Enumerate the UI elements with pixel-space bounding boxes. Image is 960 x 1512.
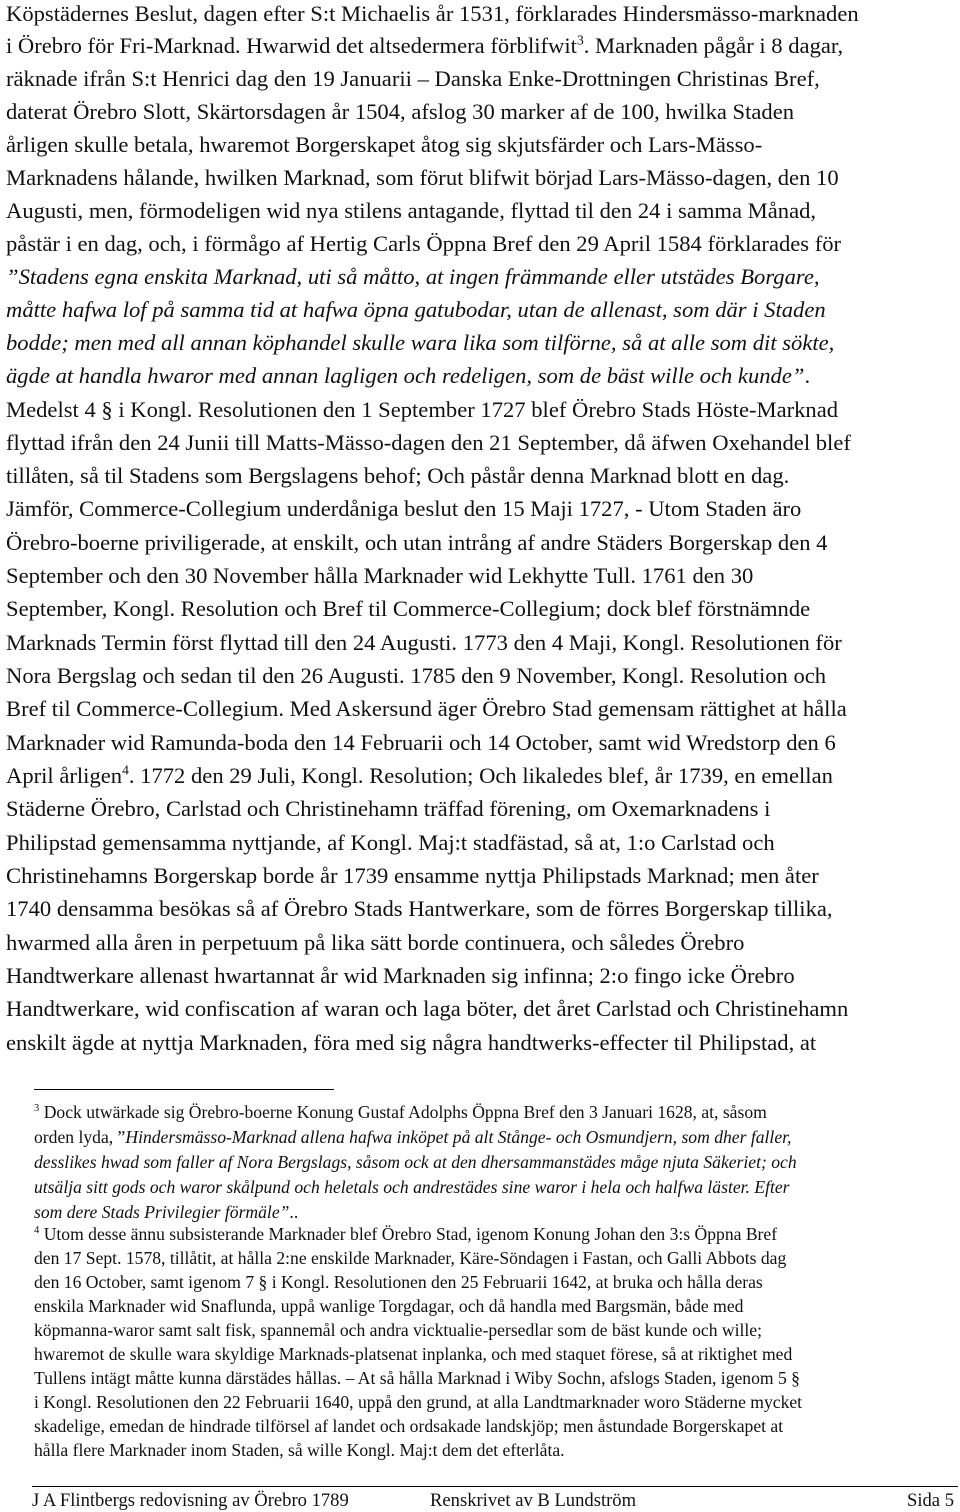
- body-line: Städerne Örebro, Carlstad och Christinehamn träffad förening, om Oxemarknadens i: [6, 796, 771, 821]
- body-line: Bref til Commerce-Collegium. Med Askersund äger Örebro Stad gemensam rättighet at hålla: [6, 696, 847, 721]
- body-line-tail: . 1772 den 29 Juli, Kongl. Resolution; Och likaledes blef, år 1739, en emellan: [128, 763, 833, 788]
- body-line: Örebro-boerne priviligerade, at enskilt, och utan intrång af andre Städers Borgerskap den 4: [6, 530, 828, 555]
- footer-left: J A Flintbergs redovisning av Örebro 1789: [32, 1490, 349, 1511]
- body-line: Augusti, men, förmodeligen wid nya stilens antagande, flyttad til den 24 i samma Månad,: [6, 198, 817, 223]
- body-line: Medelst 4 § i Kongl. Resolutionen den 1 September 1727 blef Örebro Stads Höste-Marknad: [6, 397, 839, 422]
- body-line: flyttad ifrån den 24 Junii till Matts-Mässo-dagen den 21 September, då äfwen Oxehandel blef: [6, 430, 851, 455]
- body-line: enskilt ägde at nyttja Marknaden, föra med sig några handtwerks-effecter til Philipstad, at: [6, 1030, 817, 1055]
- body-line-text: April årligen: [6, 763, 123, 788]
- footnote-line: i Kongl. Resolutionen den 22 Februarii 1640, uppå den grund, at alla Landtmarknader woro Städerne mycket: [34, 1392, 803, 1412]
- footnote-4: [34, 1226, 777, 1244]
- footnote-line: [34, 1204, 298, 1222]
- body-line-text: i Örebro för Fri-Marknad. Hwarwid det altsedermera förblifwit: [6, 33, 577, 58]
- footnote-quote: desslikes hwad som faller af Nora Bergslags, såsom ock at den dhersammanstädes måge njuta Säkeriet; och: [34, 1152, 797, 1172]
- body-line: September, Kongl. Resolution och Bref til Commerce-Collegium; dock blef förstnämnde: [6, 596, 811, 621]
- footnote-number: 3: [34, 1103, 40, 1115]
- body-line: Philipstad gemensamma nyttjande, af Kongl. Maj:t stadfästad, så at, 1:o Carlstad och: [6, 830, 775, 855]
- footnote-line: [34, 1129, 791, 1147]
- footnote-line: skadelige, emedan de hindrade tilförsel af landet och ordsakade landskjöp; men åstundade Borgerskapet at: [34, 1416, 784, 1436]
- footnote-separator: [34, 1089, 334, 1090]
- body-line: årligen skulle betala, hwaremot Borgerskapet åtog sig skjutsfärder och Lars-Mässo-: [6, 132, 763, 157]
- body-line-quote: ägde at handla hwaror med annan lagligen och redeligen, som de bäst wille och kunde”: [6, 363, 805, 388]
- footnote-text: Dock utwärkade sig Örebro-boerne Konung Gustaf Adolphs Öppna Bref den 3 Januari 1628, at, såsom: [43, 1102, 767, 1122]
- footnote-line: hålla flere Marknader inom Staden, så wille Kongl. Maj:t dem det efterlåta.: [34, 1440, 565, 1460]
- footnote-line: Tullens intägt måtte kunna därstädes hållas. – At så hålla Marknad i Wiby Sochn, afslogs Staden, igenom 5 §: [34, 1368, 800, 1388]
- body-line: hwarmed alla åren in perpetuum på lika sätt borde continuera, och således Örebro: [6, 930, 745, 955]
- body-line: 1740 densamma besökas så af Örebro Stads Hantwerkare, som de förres Borgerskap tillika,: [6, 896, 833, 921]
- footnote-line: hwaremot de skulle wara skyldige Marknads-platsenat inplanka, och med staquet förese, så at riktighet med: [34, 1344, 793, 1364]
- body-line-tail: . Marknaden pågår i 8 dagar,: [583, 33, 844, 58]
- page-number: Sida 5: [906, 1490, 954, 1511]
- body-line: Handtwerkare allenast hwartannat år wid Marknaden sig infinna; 2:o fingo icke Örebro: [6, 963, 795, 988]
- body-line: Handtwerkare, wid confiscation af waran och laga böter, det året Carlstad och Christinehamn: [6, 996, 849, 1021]
- footer-center: Renskrivet av B Lundström: [430, 1490, 637, 1511]
- footnote-3: [34, 1104, 767, 1122]
- body-line: [6, 762, 833, 788]
- footnote-text: Utom desse ännu subsisterande Marknader blef Örebro Stad, igenom Konung Johan den 3:s Öppna Bref: [43, 1224, 778, 1244]
- body-line: daterat Örebro Slott, Skärtorsdagen år 1504, afslog 30 marker af de 100, hwilka Staden: [6, 99, 795, 124]
- body-line: Nora Bergslag och sedan til den 26 Augusti. 1785 den 9 November, Kongl. Resolution och: [6, 663, 827, 688]
- footnote-quote: Hindersmässo-Marknad allena hafwa inköpet på alt Stånge- och Osmundjern, som dher faller,: [125, 1127, 792, 1147]
- footnote-line: enskila Marknader wid Snaflunda, uppå wanlige Torgdagar, och då handla med Bargsmän, både med: [34, 1296, 744, 1316]
- body-line: Marknadens hålande, hwilken Marknad, som förut blifwit börjad Lars-Mässo-dagen, den 10: [6, 165, 839, 190]
- body-line: [6, 32, 844, 58]
- body-line-quote: ”Stadens egna enskita Marknad, uti så måtto, at ingen främmande eller utstädes Borgare,: [6, 264, 820, 289]
- footnote-number: 4: [34, 1225, 40, 1237]
- footnote-quote: som dere Stads Privilegier förmäle”: [34, 1202, 290, 1222]
- footnote-quote: utsälja sitt gods och waror skålpund och heletals och andrestädes sine waror i hela och halfwa läster. Efter: [34, 1177, 790, 1197]
- footer-rule: [32, 1486, 958, 1487]
- body-line: tillåten, så til Stadens som Bergslagens behof; Och påstår denna Marknad blott en dag.: [6, 463, 790, 488]
- body-line-tail: .: [804, 363, 811, 388]
- body-line: Marknader wid Ramunda-boda den 14 Februarii och 14 October, samt wid Wredstorp den 6: [6, 730, 836, 755]
- body-line: räknade ifrån S:t Henrici dag den 19 Januarii – Danska Enke-Drottningen Christinas Bref,: [6, 66, 820, 91]
- body-line: Jämför, Commerce-Collegium underdåniga beslut den 15 Maji 1727, - Utom Staden äro: [6, 496, 802, 521]
- footnote-line: köpmanna-waror samt salt fisk, spannemål och andra vicktualie-persedlar som de bäst kunde och wille;: [34, 1320, 762, 1340]
- body-line-quote: bodde; men med all annan köphandel skulle wara lika som tilförne, så at alle som dit sökte,: [6, 330, 835, 355]
- footnote-ref-4[interactable]: 4: [122, 762, 129, 778]
- footnote-text: orden lyda, ”: [34, 1127, 126, 1147]
- footnote-text: ..: [289, 1202, 299, 1222]
- body-line-quote: måtte hafwa lof på samma tid at hafwa öpna gatubodar, utan de allenast, som där i Staden: [6, 297, 826, 322]
- footnote-ref-3[interactable]: 3: [576, 32, 584, 48]
- footnote-line: den 17 Sept. 1578, tillåtit, at hålla 2:ne enskilde Marknader, Käre-Söndagen i Fastan, och Galli Abbots dag: [34, 1248, 787, 1268]
- body-line: påstär i en dag, och, i förmågo af Hertig Carls Öppna Bref den 29 April 1584 förklarades för: [6, 231, 842, 256]
- body-line: [6, 365, 810, 388]
- footnote-line: den 16 October, samt igenom 7 § i Kongl. Resolutionen den 25 Februarii 1642, at bruka och hålla deras: [34, 1272, 763, 1292]
- body-line: Christinehamns Borgerskap borde år 1739 ensamme nyttja Philipstads Marknad; men åter: [6, 863, 819, 888]
- body-line: Köpstädernes Beslut, dagen efter S:t Michaelis år 1531, förklarades Hindersmässo-marknaden: [6, 1, 859, 26]
- body-line: September och den 30 November hålla Marknader wid Lekhytte Tull. 1761 den 30: [6, 563, 754, 588]
- body-line: Marknads Termin först flyttad till den 24 Augusti. 1773 den 4 Maji, Kongl. Resolutionen för: [6, 630, 842, 655]
